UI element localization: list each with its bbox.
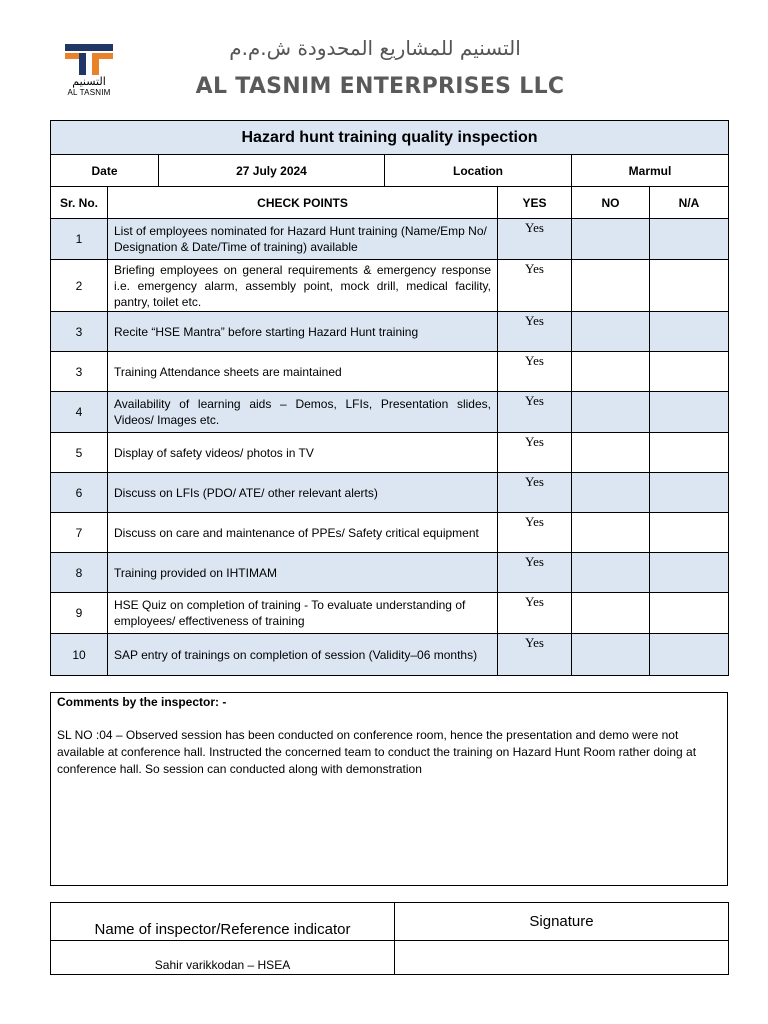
header-no: NO [572,187,650,219]
row-no-cell[interactable] [572,352,650,392]
row-no-cell[interactable] [572,392,650,433]
location-value[interactable]: Marmul [572,155,729,187]
row-sr-no: 4 [51,392,108,433]
tasnim-logo-icon [63,42,115,76]
table-row [51,312,729,352]
header-yes: YES [498,187,572,219]
table-row [51,352,729,392]
row-check-point: Availability of learning aids – Demos, LFIs, Presentation slides, Videos/ Images etc. [108,392,498,433]
row-yes-cell[interactable]: Yes [498,473,572,513]
row-na-cell[interactable] [650,219,729,260]
table-row [51,553,729,593]
row-no-cell[interactable] [572,312,650,352]
row-yes-cell[interactable]: Yes [498,312,572,352]
row-sr-no: 8 [51,553,108,593]
table-row [51,433,729,473]
row-na-cell[interactable] [650,553,729,593]
table-row [51,473,729,513]
row-no-cell[interactable] [572,513,650,553]
row-sr-no: 3 [51,312,108,352]
comments-box[interactable] [50,692,728,886]
table-row [51,392,729,433]
date-label: Date [51,155,159,187]
row-na-cell[interactable] [650,392,729,433]
row-yes-cell[interactable]: Yes [498,634,572,676]
row-check-point: Training Attendance sheets are maintained [108,352,498,392]
row-yes-cell[interactable]: Yes [498,352,572,392]
row-check-point: HSE Quiz on completion of training - To evaluate understanding of employees/ effectiveness of training [108,593,498,634]
location-label: Location [385,155,572,187]
row-no-cell[interactable] [572,433,650,473]
logo-arabic-text: التسنيم [72,75,106,88]
row-check-point: Display of safety videos/ photos in TV [108,433,498,473]
row-sr-no: 5 [51,433,108,473]
table-row [51,513,729,553]
row-no-cell[interactable] [572,553,650,593]
row-check-point: Training provided on IHTIMAM [108,553,498,593]
inspection-table [50,120,729,676]
company-name-english: AL TASNIM ENTERPRISES LLC [195,74,565,99]
row-no-cell[interactable] [572,219,650,260]
row-check-point: Discuss on LFIs (PDO/ ATE/ other relevant alerts) [108,473,498,513]
row-check-point: Briefing employees on general requirements & emergency response i.e. emergency alarm, assembly point, mock drill, medical facility, pantry, toilet etc. [108,260,498,312]
row-na-cell[interactable] [650,312,729,352]
row-na-cell[interactable] [650,634,729,676]
company-logo [56,42,122,106]
header-check-points: CHECK POINTS [108,187,498,219]
row-na-cell[interactable] [650,513,729,553]
table-row [51,219,729,260]
signature-label: Signature [395,903,729,941]
row-na-cell[interactable] [650,593,729,634]
comments-text: SL NO :04 – Observed session has been conducted on conference room, hence the presentation and demo were not available at conference hall. Instructed the concerned team to conduct the training on Hazard Hunt Room rather doing at conference hall. So session can conducted along with demonstration [57,728,697,776]
table-row [51,634,729,676]
row-no-cell[interactable] [572,634,650,676]
row-check-point: SAP entry of trainings on completion of session (Validity–06 months) [108,634,498,676]
row-no-cell[interactable] [572,260,650,312]
row-check-point: Discuss on care and maintenance of PPEs/ Safety critical equipment [108,513,498,553]
row-yes-cell[interactable]: Yes [498,593,572,634]
signature-field[interactable] [395,941,729,975]
row-na-cell[interactable] [650,473,729,513]
company-name-arabic: التسنيم للمشاريع المحدودة ش.م.م [229,36,521,60]
row-sr-no: 7 [51,513,108,553]
row-sr-no: 3 [51,352,108,392]
comments-heading: Comments by the inspector: - [57,695,227,709]
row-sr-no: 1 [51,219,108,260]
row-sr-no: 6 [51,473,108,513]
row-na-cell[interactable] [650,352,729,392]
row-no-cell[interactable] [572,473,650,513]
row-sr-no: 9 [51,593,108,634]
header-na: N/A [650,187,729,219]
header-sr-no: Sr. No. [51,187,108,219]
table-row [51,260,729,312]
row-na-cell[interactable] [650,260,729,312]
row-yes-cell[interactable]: Yes [498,260,572,312]
row-yes-cell[interactable]: Yes [498,513,572,553]
row-yes-cell[interactable]: Yes [498,219,572,260]
signoff-table [50,902,729,975]
inspector-name-value[interactable]: Sahir varikkodan – HSEA [51,941,395,975]
table-row [51,593,729,634]
row-no-cell[interactable] [572,593,650,634]
logo-english-text: AL TASNIM [67,88,111,97]
row-na-cell[interactable] [650,433,729,473]
row-yes-cell[interactable]: Yes [498,553,572,593]
row-sr-no: 2 [51,260,108,312]
row-yes-cell[interactable]: Yes [498,392,572,433]
row-yes-cell[interactable]: Yes [498,433,572,473]
date-value[interactable]: 27 July 2024 [159,155,385,187]
row-check-point: Recite “HSE Mantra” before starting Hazard Hunt training [108,312,498,352]
row-check-point: List of employees nominated for Hazard Hunt training (Name/Emp No/ Designation & Date/Time of training) available [108,219,498,260]
inspector-name-label: Name of inspector/Reference indicator [51,903,395,941]
form-title: Hazard hunt training quality inspection [51,121,729,155]
row-sr-no: 10 [51,634,108,676]
